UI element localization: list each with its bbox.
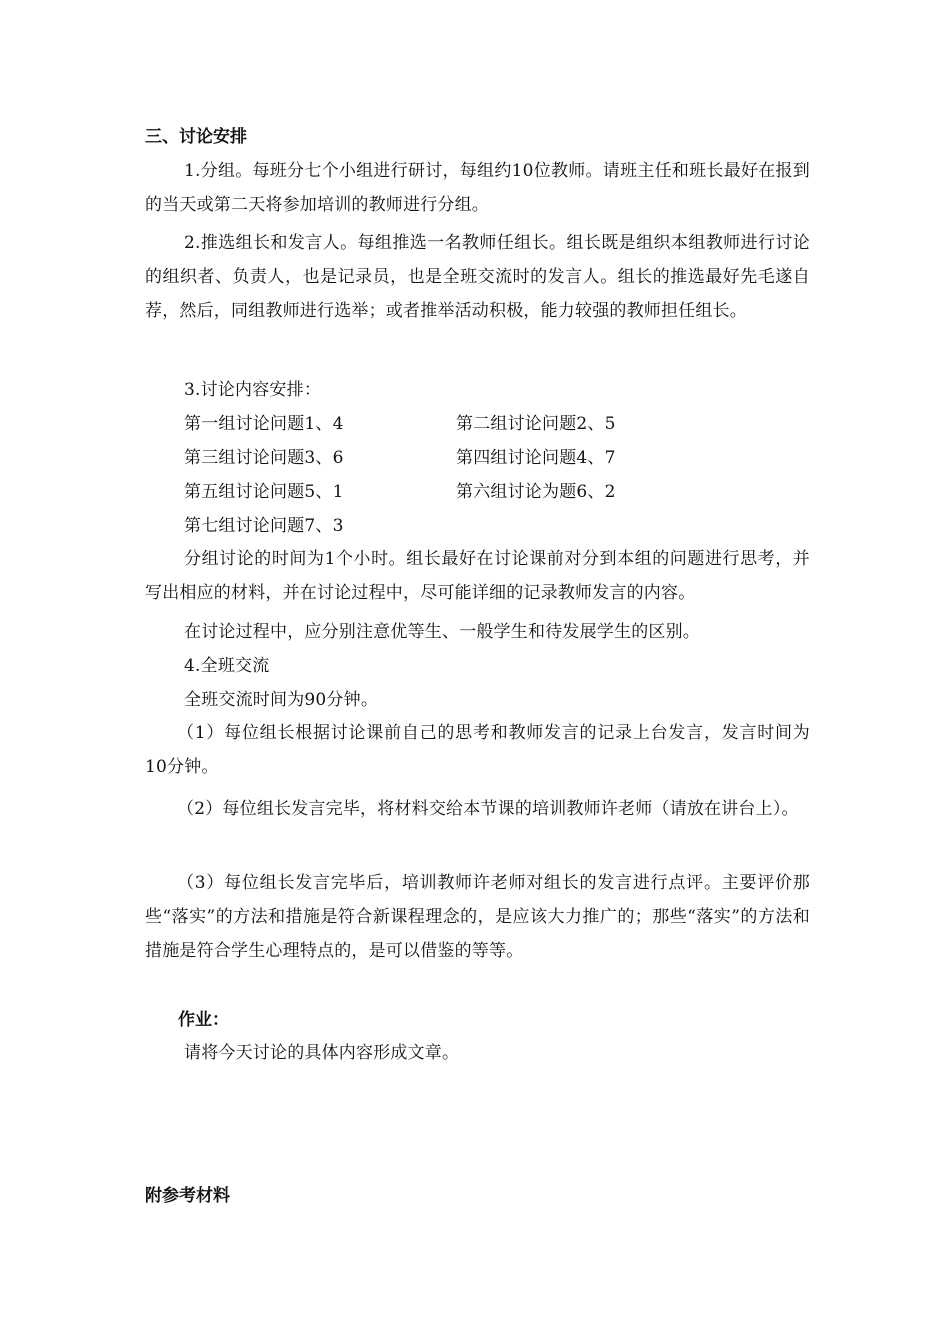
group-7: 第七组讨论问题7、3 <box>184 516 344 536</box>
discussion-time: 分组讨论的时间为1个小时。组长最好在讨论课前对分到本组的问题进行思考，并写出相应的材料，并在讨论过程中，尽可能详细的记录教师发言的内容。 <box>145 549 810 603</box>
exchange-step-1: （1）每位组长根据讨论课前自己的思考和教师发言的记录上台发言，发言时间为10分钟。 <box>145 723 810 777</box>
group-6: 第六组讨论为题6、2 <box>456 482 616 502</box>
group-3: 第三组讨论问题3、6 <box>184 448 344 468</box>
section-title: 三、讨论安排 <box>145 127 247 147</box>
group-2: 第二组讨论问题2、5 <box>456 414 616 434</box>
item-grouping: 1.分组。每班分七个小组进行研讨，每组约10位教师。请班主任和班长最好在报到的当天或第二天将参加培训的教师进行分组。 <box>145 161 810 215</box>
discussion-note: 在讨论过程中，应分别注意优等生、一般学生和待发展学生的区别。 <box>184 622 700 642</box>
item-content-title: 3.讨论内容安排： <box>184 380 322 400</box>
homework-text: 请将今天讨论的具体内容形成文章。 <box>184 1043 460 1063</box>
appendix-title: 附参考材料 <box>145 1186 230 1206</box>
group-4: 第四组讨论问题4、7 <box>456 448 616 468</box>
exchange-time: 全班交流时间为90分钟。 <box>184 690 379 710</box>
item-exchange-title: 4.全班交流 <box>184 656 270 676</box>
item-leader-selection: 2.推选组长和发言人。每组推选一名教师任组长。组长既是组织本组教师进行讨论的组织者、负责人，也是记录员，也是全班交流时的发言人。组长的推选最好先毛遂自荐，然后，同组教师进行选举；或者推举活动积极，能力较强的教师担任组长。 <box>145 233 810 321</box>
group-1: 第一组讨论问题1、4 <box>184 414 344 434</box>
homework-title: 作业： <box>178 1010 229 1030</box>
exchange-step-2: （2）每位组长发言完毕，将材料交给本节课的培训教师许老师（请放在讲台上）。 <box>177 799 799 819</box>
exchange-step-3: （3）每位组长发言完毕后，培训教师许老师对组长的发言进行点评。主要评价那些“落实”的方法和措施是符合新课程理念的，是应该大力推广的；那些“落实”的方法和措施是符合学生心理特点的，是可以借鉴的等等。 <box>145 873 810 961</box>
group-5: 第五组讨论问题5、1 <box>184 482 344 502</box>
